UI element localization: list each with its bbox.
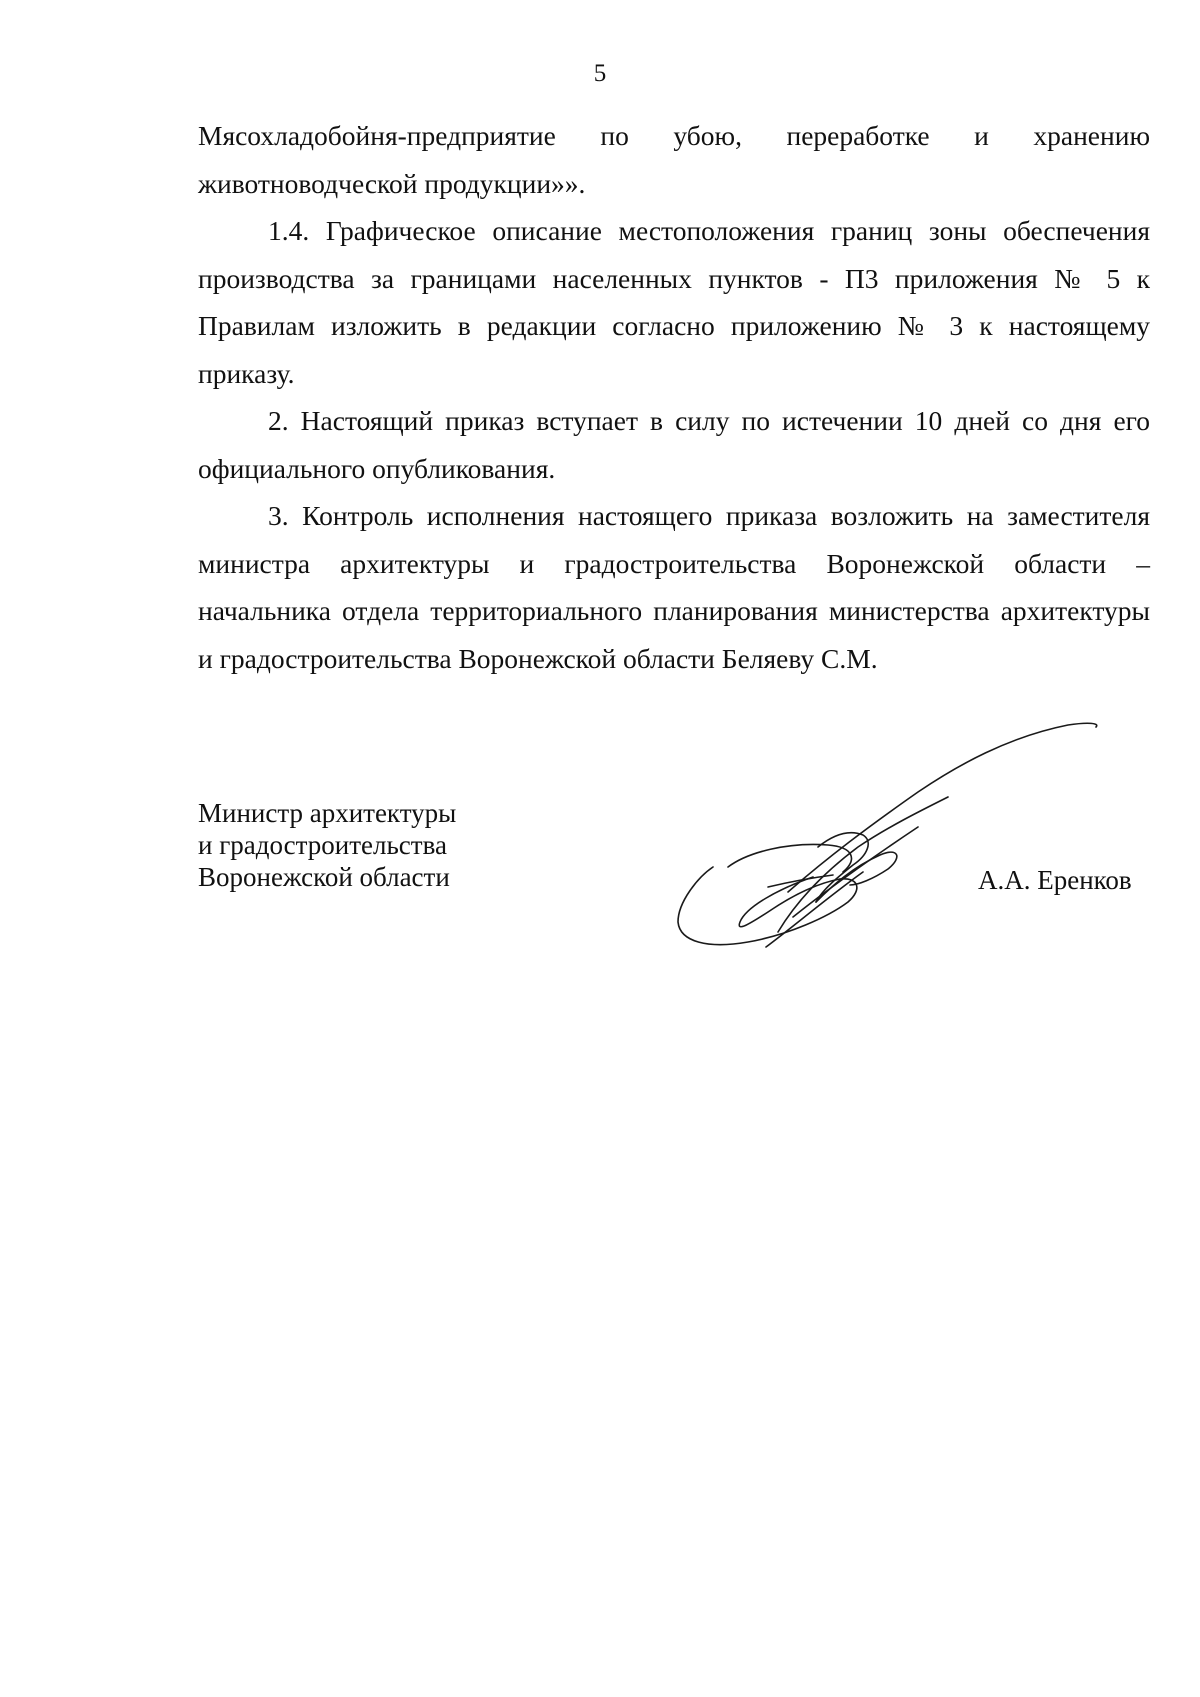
page-number: 5 (593, 60, 607, 87)
signer-title-line: Воронежской области (198, 862, 450, 892)
signer-title (198, 797, 456, 893)
signer-name: А.А. Еренков (978, 865, 1132, 895)
paragraph-continuation: Мясохладобойня-предприятие по убою, переработке и хранению (198, 120, 1150, 151)
signer-title-line: Министр архитектуры (198, 798, 457, 828)
signature-block (198, 797, 1150, 997)
signer-title-line: и градостроительства (198, 830, 447, 860)
paragraph-item-1-4: 1.4. Графическое описание местоположения границ зоны обеспечения производства за границами населенных пунктов - П3 приложения № 5 к Правилам изложить в редакции согласно приложению № 3 к настоящему приказу. (198, 215, 1150, 389)
paragraph-item-2: 2. Настоящий приказ вступает в силу по истечении 10 дней со дня его официального опубликования. (198, 405, 1150, 484)
document-body (198, 112, 1150, 682)
paragraph-continuation-end: животноводческой продукции»». (198, 167, 586, 199)
handwritten-signature-icon (618, 717, 1178, 977)
paragraph-item-3: 3. Контроль исполнения настоящего приказа возложить на заместителя министра архитектуры и градостроительства Воронежской области – начальника отдела территориального планирования министерства архитектуры и градостроительства Воронежской области Беляеву С.М. (198, 500, 1150, 674)
